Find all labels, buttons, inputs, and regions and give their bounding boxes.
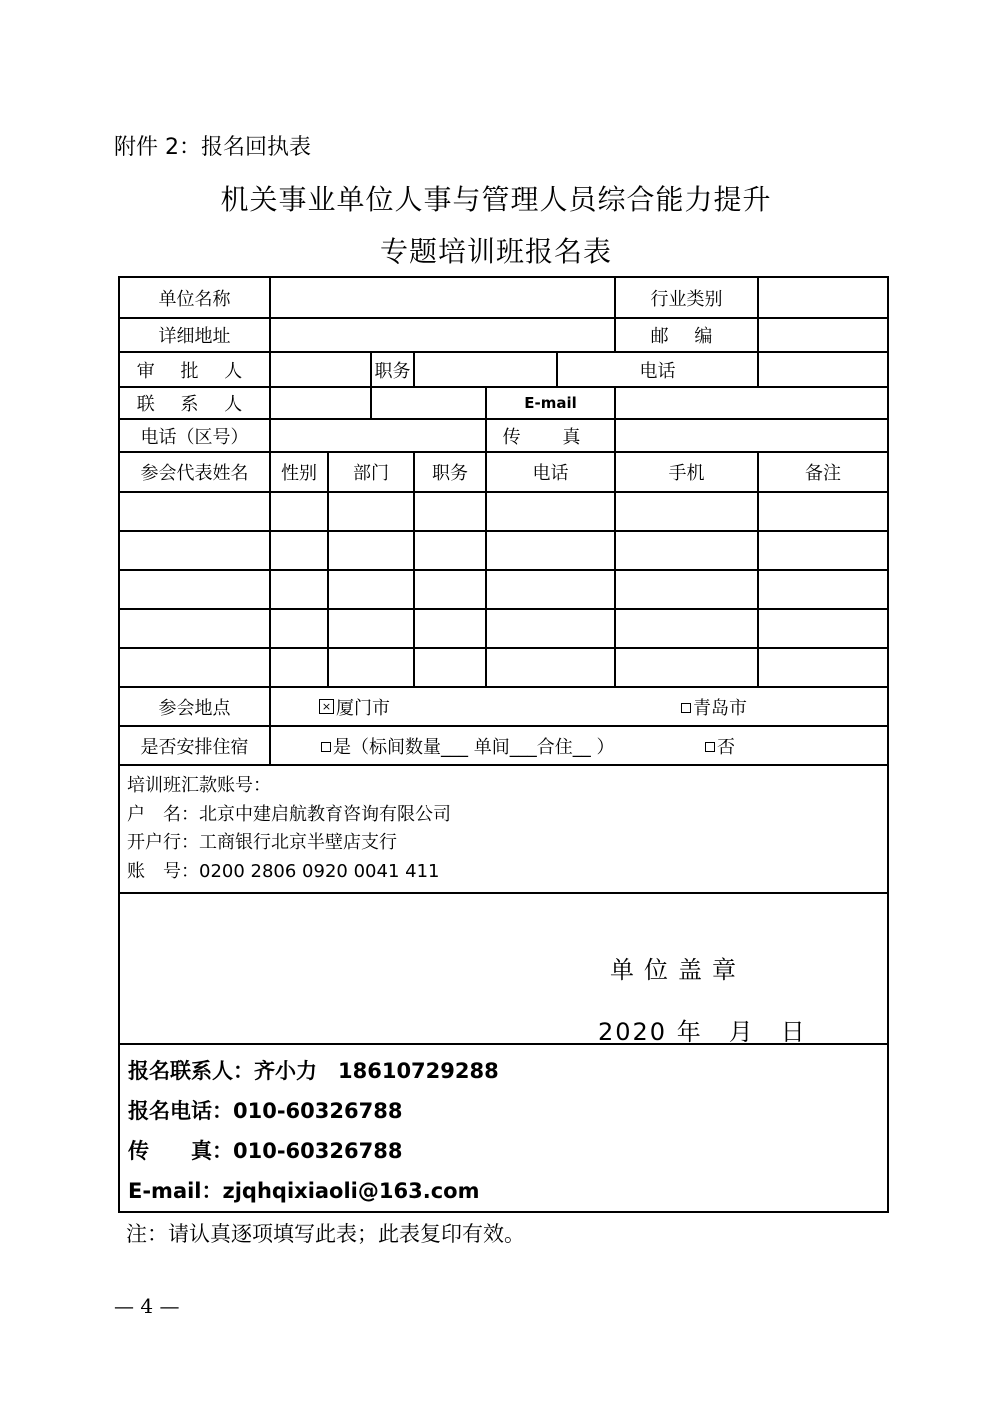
unit-name-label: 单位名称 bbox=[119, 277, 270, 318]
fax-label: 传 真 bbox=[486, 419, 615, 452]
attendee-remarks-cell[interactable] bbox=[758, 648, 888, 687]
header-gender: 性别 bbox=[270, 452, 328, 492]
venue-label: 参会地点 bbox=[119, 687, 270, 726]
contact-field[interactable] bbox=[270, 387, 371, 419]
account-bank: 开户行：工商银行北京半壁店支行 bbox=[127, 832, 397, 853]
attendee-department-cell[interactable] bbox=[328, 570, 414, 609]
attendee-remarks-cell[interactable] bbox=[758, 570, 888, 609]
venue-xiamen-checkbox[interactable]: × bbox=[319, 699, 334, 714]
attendee-department-cell[interactable] bbox=[328, 492, 414, 531]
approver-position-field[interactable] bbox=[414, 352, 557, 387]
signup-phone: 报名电话：010-60326788 bbox=[128, 1099, 403, 1123]
attendee-mobile-cell[interactable] bbox=[615, 531, 758, 570]
attendee-phone-cell[interactable] bbox=[486, 531, 615, 570]
lodging-label: 是否安排住宿 bbox=[119, 726, 270, 765]
attendee-gender-cell[interactable] bbox=[270, 609, 328, 648]
lodging-no-checkbox[interactable] bbox=[705, 742, 715, 752]
seal-label: 单位盖章 bbox=[610, 956, 746, 984]
header-name: 参会代表姓名 bbox=[119, 452, 270, 492]
phone-area-label: 电话（区号） bbox=[119, 419, 270, 452]
attendee-name-cell[interactable] bbox=[119, 648, 270, 687]
header-phone: 电话 bbox=[486, 452, 615, 492]
seal-date: 2020 年 月 日 bbox=[598, 1018, 807, 1046]
header-department: 部门 bbox=[328, 452, 414, 492]
attendee-gender-cell[interactable] bbox=[270, 570, 328, 609]
industry-label: 行业类别 bbox=[615, 277, 758, 318]
venue-qingdao-checkbox[interactable] bbox=[681, 703, 691, 713]
attendee-row bbox=[119, 648, 888, 687]
email-field[interactable] bbox=[615, 387, 888, 419]
contact-blank-field[interactable] bbox=[371, 387, 486, 419]
header-remarks: 备注 bbox=[758, 452, 888, 492]
attendee-gender-cell[interactable] bbox=[270, 648, 328, 687]
attendee-mobile-cell[interactable] bbox=[615, 492, 758, 531]
signup-fax: 传 真：010-60326788 bbox=[128, 1139, 403, 1163]
fax-field[interactable] bbox=[615, 419, 888, 452]
header-position: 职务 bbox=[414, 452, 486, 492]
contact-label: 联 系 人 bbox=[119, 387, 270, 419]
industry-field[interactable] bbox=[758, 277, 888, 318]
approver-field[interactable] bbox=[270, 352, 371, 387]
account-number: 账 号：0200 2806 0920 0041 411 bbox=[127, 860, 440, 882]
account-info bbox=[119, 765, 888, 893]
page-number: — 4 — bbox=[114, 1294, 180, 1318]
postcode-field[interactable] bbox=[758, 318, 888, 352]
attendee-phone-cell[interactable] bbox=[486, 492, 615, 531]
approver-phone-field[interactable] bbox=[758, 352, 888, 387]
attendee-phone-cell[interactable] bbox=[486, 609, 615, 648]
account-name: 户 名：北京中建启航教育咨询有限公司 bbox=[127, 803, 451, 825]
attendee-position-cell[interactable] bbox=[414, 531, 486, 570]
attendee-name-cell[interactable] bbox=[119, 570, 270, 609]
attendee-phone-cell[interactable] bbox=[486, 648, 615, 687]
approver-label: 审 批 人 bbox=[119, 352, 270, 387]
attendee-department-cell[interactable] bbox=[328, 531, 414, 570]
attendee-row bbox=[119, 492, 888, 531]
attendee-name-cell[interactable] bbox=[119, 609, 270, 648]
attendee-position-cell[interactable] bbox=[414, 648, 486, 687]
header-mobile: 手机 bbox=[615, 452, 758, 492]
attendee-position-cell[interactable] bbox=[414, 492, 486, 531]
address-label: 详细地址 bbox=[119, 318, 270, 352]
attendee-position-cell[interactable] bbox=[414, 609, 486, 648]
attendee-name-cell[interactable] bbox=[119, 531, 270, 570]
postcode-label: 邮 编 bbox=[615, 318, 758, 352]
footnote: 注：请认真逐项填写此表；此表复印有效。 bbox=[126, 1222, 525, 1246]
signup-contact: 报名联系人：齐小力 18610729288 bbox=[128, 1059, 499, 1083]
approver-position-label: 职务 bbox=[371, 352, 414, 387]
attachment-label: 附件 2：报名回执表 bbox=[114, 135, 311, 160]
lodging-no-label: 否 bbox=[717, 736, 735, 758]
address-field[interactable] bbox=[270, 318, 615, 352]
attendee-phone-cell[interactable] bbox=[486, 570, 615, 609]
attendee-gender-cell[interactable] bbox=[270, 492, 328, 531]
venue-xiamen-label: 厦门市 bbox=[336, 697, 390, 719]
attendee-department-cell[interactable] bbox=[328, 609, 414, 648]
form-title-line2: 专题培训班报名表 bbox=[379, 235, 612, 268]
email-label: E-mail bbox=[486, 387, 615, 419]
venue-qingdao-label: 青岛市 bbox=[693, 697, 747, 719]
attendee-gender-cell[interactable] bbox=[270, 531, 328, 570]
signup-email: E-mail：zjqhqixiaoli@163.com bbox=[128, 1179, 480, 1203]
lodging-options bbox=[270, 726, 888, 765]
attendee-position-cell[interactable] bbox=[414, 570, 486, 609]
attendee-mobile-cell[interactable] bbox=[615, 648, 758, 687]
attendee-row bbox=[119, 609, 888, 648]
attendee-remarks-cell[interactable] bbox=[758, 531, 888, 570]
attendee-remarks-cell[interactable] bbox=[758, 609, 888, 648]
attendee-mobile-cell[interactable] bbox=[615, 609, 758, 648]
phone-area-field[interactable] bbox=[270, 419, 486, 452]
account-title: 培训班汇款账号： bbox=[127, 775, 271, 796]
form-title-line1: 机关事业单位人事与管理人员综合能力提升 bbox=[220, 183, 772, 216]
lodging-yes-label: 是（标间数量___ 单间___合住__ ） bbox=[333, 736, 615, 758]
attendee-remarks-cell[interactable] bbox=[758, 492, 888, 531]
attendee-row bbox=[119, 570, 888, 609]
attendee-department-cell[interactable] bbox=[328, 648, 414, 687]
seal-area bbox=[119, 893, 888, 1044]
registration-form-table bbox=[118, 276, 889, 1213]
signup-contact-info bbox=[119, 1044, 888, 1212]
approver-phone-label: 电话 bbox=[557, 352, 758, 387]
lodging-yes-checkbox[interactable] bbox=[321, 742, 331, 752]
attendee-row bbox=[119, 531, 888, 570]
venue-options bbox=[270, 687, 888, 726]
attendee-mobile-cell[interactable] bbox=[615, 570, 758, 609]
unit-name-field[interactable] bbox=[270, 277, 615, 318]
attendee-name-cell[interactable] bbox=[119, 492, 270, 531]
